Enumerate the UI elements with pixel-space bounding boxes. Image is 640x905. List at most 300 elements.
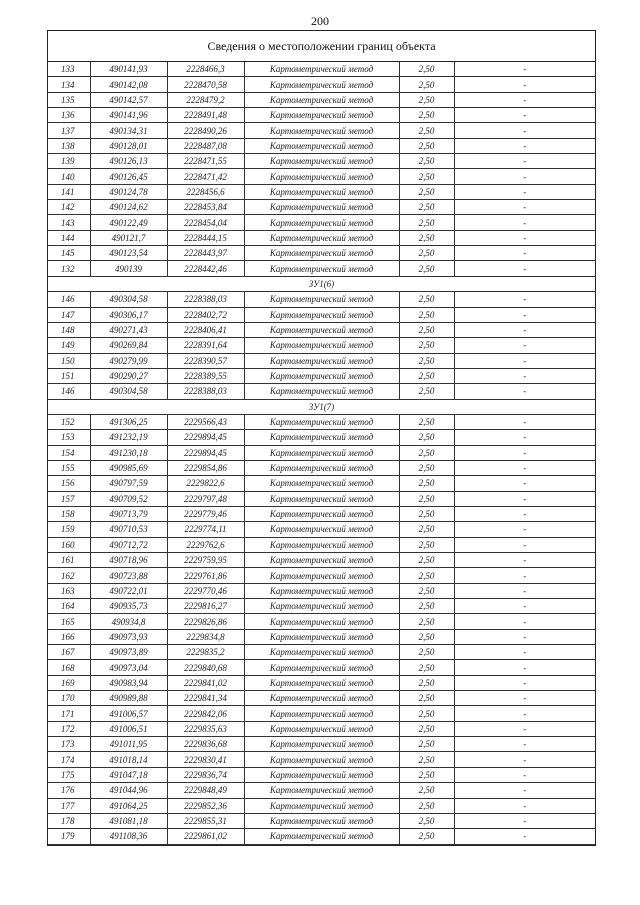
y-coordinate-cell: 2229761,86	[167, 568, 244, 583]
table-row	[48, 537, 595, 552]
point-number-cell: 155	[48, 460, 90, 475]
point-number-cell: 139	[48, 154, 90, 169]
point-number-cell: 146	[48, 384, 90, 399]
y-coordinate-cell: 2229894,45	[167, 430, 244, 445]
description-cell: -	[454, 721, 595, 736]
accuracy-cell: 2,50	[399, 92, 454, 107]
point-number-cell: 177	[48, 798, 90, 813]
point-number-cell: 141	[48, 184, 90, 199]
y-coordinate-cell: 2229826,86	[167, 614, 244, 629]
x-coordinate-cell: 490142,57	[90, 92, 167, 107]
accuracy-cell: 2,50	[399, 706, 454, 721]
point-number-cell: 153	[48, 430, 90, 445]
accuracy-cell: 2,50	[399, 292, 454, 307]
table-row	[48, 138, 595, 153]
description-cell: -	[454, 737, 595, 752]
method-cell: Картометрический метод	[244, 154, 399, 169]
accuracy-cell: 2,50	[399, 230, 454, 245]
method-cell: Картометрический метод	[244, 123, 399, 138]
point-number-cell: 160	[48, 537, 90, 552]
method-cell: Картометрический метод	[244, 322, 399, 337]
point-number-cell: 175	[48, 767, 90, 782]
x-coordinate-cell: 490123,54	[90, 246, 167, 261]
description-cell: -	[454, 215, 595, 230]
x-coordinate-cell: 490304,58	[90, 384, 167, 399]
point-number-cell: 167	[48, 645, 90, 660]
point-number-cell: 168	[48, 660, 90, 675]
table-row	[48, 660, 595, 675]
point-number-cell: 152	[48, 414, 90, 429]
x-coordinate-cell: 490279,99	[90, 353, 167, 368]
point-number-cell: 174	[48, 752, 90, 767]
method-cell: Картометрический метод	[244, 783, 399, 798]
y-coordinate-cell: 2228389,55	[167, 368, 244, 383]
description-cell: -	[454, 752, 595, 767]
method-cell: Картометрический метод	[244, 384, 399, 399]
y-coordinate-cell: 2228388,03	[167, 292, 244, 307]
section-row	[48, 399, 595, 414]
x-coordinate-cell: 490128,01	[90, 138, 167, 153]
point-number-cell: 166	[48, 629, 90, 644]
x-coordinate-cell: 490141,93	[90, 62, 167, 77]
accuracy-cell: 2,50	[399, 553, 454, 568]
y-coordinate-cell: 2229830,41	[167, 752, 244, 767]
method-cell: Картометрический метод	[244, 506, 399, 521]
y-coordinate-cell: 2229841,34	[167, 691, 244, 706]
point-number-cell: 138	[48, 138, 90, 153]
y-coordinate-cell: 2228471,55	[167, 154, 244, 169]
point-number-cell: 165	[48, 614, 90, 629]
point-number-cell: 144	[48, 230, 90, 245]
x-coordinate-cell: 490126,45	[90, 169, 167, 184]
x-coordinate-cell: 491044,96	[90, 783, 167, 798]
accuracy-cell: 2,50	[399, 261, 454, 276]
description-cell: -	[454, 338, 595, 353]
method-cell: Картометрический метод	[244, 583, 399, 598]
x-coordinate-cell: 490712,72	[90, 537, 167, 552]
point-number-cell: 147	[48, 307, 90, 322]
table-row	[48, 353, 595, 368]
point-number-cell: 134	[48, 77, 90, 92]
accuracy-cell: 2,50	[399, 108, 454, 123]
point-number-cell: 146	[48, 292, 90, 307]
table-row	[48, 292, 595, 307]
table-row	[48, 783, 595, 798]
accuracy-cell: 2,50	[399, 414, 454, 429]
method-cell: Картометрический метод	[244, 476, 399, 491]
method-cell: Картометрический метод	[244, 108, 399, 123]
table-row	[48, 645, 595, 660]
table-row	[48, 583, 595, 598]
table-row	[48, 691, 595, 706]
y-coordinate-cell: 2228456,6	[167, 184, 244, 199]
x-coordinate-cell: 490142,08	[90, 77, 167, 92]
x-coordinate-cell: 490973,89	[90, 645, 167, 660]
accuracy-cell: 2,50	[399, 813, 454, 828]
x-coordinate-cell: 490126,13	[90, 154, 167, 169]
accuracy-cell: 2,50	[399, 506, 454, 521]
accuracy-cell: 2,50	[399, 62, 454, 77]
method-cell: Картометрический метод	[244, 338, 399, 353]
description-cell: -	[454, 445, 595, 460]
table-row	[48, 230, 595, 245]
method-cell: Картометрический метод	[244, 62, 399, 77]
y-coordinate-cell: 2229836,68	[167, 737, 244, 752]
y-coordinate-cell: 2229762,6	[167, 537, 244, 552]
y-coordinate-cell: 2229835,2	[167, 645, 244, 660]
method-cell: Картометрический метод	[244, 246, 399, 261]
accuracy-cell: 2,50	[399, 476, 454, 491]
description-cell: -	[454, 675, 595, 690]
y-coordinate-cell: 2228390,57	[167, 353, 244, 368]
description-cell: -	[454, 322, 595, 337]
x-coordinate-cell: 490271,43	[90, 322, 167, 337]
accuracy-cell: 2,50	[399, 123, 454, 138]
accuracy-cell: 2,50	[399, 675, 454, 690]
point-number-cell: 179	[48, 829, 90, 844]
description-cell: -	[454, 307, 595, 322]
description-cell: -	[454, 414, 595, 429]
accuracy-cell: 2,50	[399, 445, 454, 460]
method-cell: Картометрический метод	[244, 430, 399, 445]
x-coordinate-cell: 490141,96	[90, 108, 167, 123]
point-number-cell: 148	[48, 322, 90, 337]
x-coordinate-cell: 490985,69	[90, 460, 167, 475]
y-coordinate-cell: 2229840,68	[167, 660, 244, 675]
accuracy-cell: 2,50	[399, 307, 454, 322]
table-row	[48, 384, 595, 399]
point-number-cell: 140	[48, 169, 90, 184]
table-row	[48, 261, 595, 276]
point-number-cell: 163	[48, 583, 90, 598]
x-coordinate-cell: 490989,88	[90, 691, 167, 706]
description-cell: -	[454, 813, 595, 828]
table-title: Сведения о местоположении границ объекта	[48, 31, 595, 62]
y-coordinate-cell: 2229854,86	[167, 460, 244, 475]
y-coordinate-cell: 2228487,08	[167, 138, 244, 153]
method-cell: Картометрический метод	[244, 721, 399, 736]
table-row	[48, 338, 595, 353]
accuracy-cell: 2,50	[399, 353, 454, 368]
description-cell: -	[454, 691, 595, 706]
description-cell: -	[454, 138, 595, 153]
description-cell: -	[454, 614, 595, 629]
x-coordinate-cell: 490983,94	[90, 675, 167, 690]
description-cell: -	[454, 230, 595, 245]
y-coordinate-cell: 2229834,8	[167, 629, 244, 644]
y-coordinate-cell: 2229842,06	[167, 706, 244, 721]
description-cell: -	[454, 200, 595, 215]
point-number-cell: 161	[48, 553, 90, 568]
method-cell: Картометрический метод	[244, 645, 399, 660]
method-cell: Картометрический метод	[244, 537, 399, 552]
description-cell: -	[454, 506, 595, 521]
method-cell: Картометрический метод	[244, 184, 399, 199]
point-number-cell: 149	[48, 338, 90, 353]
description-cell: -	[454, 62, 595, 77]
table-row	[48, 92, 595, 107]
x-coordinate-cell: 491047,18	[90, 767, 167, 782]
y-coordinate-cell: 2229822,6	[167, 476, 244, 491]
description-cell: -	[454, 184, 595, 199]
method-cell: Картометрический метод	[244, 307, 399, 322]
accuracy-cell: 2,50	[399, 77, 454, 92]
description-cell: -	[454, 599, 595, 614]
x-coordinate-cell: 491230,18	[90, 445, 167, 460]
accuracy-cell: 2,50	[399, 154, 454, 169]
accuracy-cell: 2,50	[399, 322, 454, 337]
point-number-cell: 178	[48, 813, 90, 828]
y-coordinate-cell: 2228402,72	[167, 307, 244, 322]
y-coordinate-cell: 2229774,11	[167, 522, 244, 537]
description-cell: -	[454, 645, 595, 660]
accuracy-cell: 2,50	[399, 384, 454, 399]
table-row	[48, 752, 595, 767]
point-number-cell: 156	[48, 476, 90, 491]
point-number-cell: 145	[48, 246, 90, 261]
description-cell: -	[454, 476, 595, 491]
accuracy-cell: 2,50	[399, 691, 454, 706]
x-coordinate-cell: 490797,59	[90, 476, 167, 491]
description-cell: -	[454, 108, 595, 123]
point-number-cell: 154	[48, 445, 90, 460]
point-number-cell: 171	[48, 706, 90, 721]
description-cell: -	[454, 123, 595, 138]
method-cell: Картометрический метод	[244, 230, 399, 245]
y-coordinate-cell: 2229816,27	[167, 599, 244, 614]
table-row	[48, 553, 595, 568]
x-coordinate-cell: 491011,95	[90, 737, 167, 752]
accuracy-cell: 2,50	[399, 138, 454, 153]
description-cell: -	[454, 460, 595, 475]
y-coordinate-cell: 2229759,95	[167, 553, 244, 568]
method-cell: Картометрический метод	[244, 614, 399, 629]
description-cell: -	[454, 522, 595, 537]
table-row	[48, 307, 595, 322]
y-coordinate-cell: 2228471,42	[167, 169, 244, 184]
table-row	[48, 737, 595, 752]
accuracy-cell: 2,50	[399, 583, 454, 598]
method-cell: Картометрический метод	[244, 737, 399, 752]
y-coordinate-cell: 2228454,04	[167, 215, 244, 230]
point-number-cell: 176	[48, 783, 90, 798]
table-row	[48, 629, 595, 644]
table-row	[48, 798, 595, 813]
point-number-cell: 170	[48, 691, 90, 706]
method-cell: Картометрический метод	[244, 752, 399, 767]
table-row	[48, 154, 595, 169]
table-row	[48, 721, 595, 736]
x-coordinate-cell: 490134,31	[90, 123, 167, 138]
y-coordinate-cell: 2228388,03	[167, 384, 244, 399]
method-cell: Картометрический метод	[244, 553, 399, 568]
description-cell: -	[454, 537, 595, 552]
table-row	[48, 522, 595, 537]
table-row	[48, 491, 595, 506]
y-coordinate-cell: 2229835,63	[167, 721, 244, 736]
y-coordinate-cell: 2229861,02	[167, 829, 244, 844]
table-row	[48, 506, 595, 521]
method-cell: Картометрический метод	[244, 353, 399, 368]
description-cell: -	[454, 430, 595, 445]
description-cell: -	[454, 568, 595, 583]
accuracy-cell: 2,50	[399, 629, 454, 644]
method-cell: Картометрический метод	[244, 460, 399, 475]
x-coordinate-cell: 490709,52	[90, 491, 167, 506]
table-row	[48, 568, 595, 583]
accuracy-cell: 2,50	[399, 460, 454, 475]
x-coordinate-cell: 491306,25	[90, 414, 167, 429]
accuracy-cell: 2,50	[399, 430, 454, 445]
method-cell: Картометрический метод	[244, 767, 399, 782]
point-number-cell: 164	[48, 599, 90, 614]
y-coordinate-cell: 2228470,58	[167, 77, 244, 92]
table-row	[48, 706, 595, 721]
accuracy-cell: 2,50	[399, 721, 454, 736]
table-row	[48, 599, 595, 614]
x-coordinate-cell: 490713,79	[90, 506, 167, 521]
table-row	[48, 123, 595, 138]
accuracy-cell: 2,50	[399, 752, 454, 767]
table-row	[48, 829, 595, 844]
page-number: 200	[311, 14, 329, 28]
description-cell: -	[454, 261, 595, 276]
method-cell: Картометрический метод	[244, 660, 399, 675]
point-number-cell: 151	[48, 368, 90, 383]
x-coordinate-cell: 491081,18	[90, 813, 167, 828]
method-cell: Картометрический метод	[244, 138, 399, 153]
x-coordinate-cell: 490122,49	[90, 215, 167, 230]
accuracy-cell: 2,50	[399, 645, 454, 660]
y-coordinate-cell: 2228491,48	[167, 108, 244, 123]
method-cell: Картометрический метод	[244, 706, 399, 721]
table-row	[48, 77, 595, 92]
y-coordinate-cell: 2229770,46	[167, 583, 244, 598]
description-cell: -	[454, 553, 595, 568]
accuracy-cell: 2,50	[399, 783, 454, 798]
table-row	[48, 675, 595, 690]
method-cell: Картометрический метод	[244, 568, 399, 583]
coordinates-table-block	[47, 30, 596, 846]
y-coordinate-cell: 2229566,43	[167, 414, 244, 429]
description-cell: -	[454, 706, 595, 721]
point-number-cell: 150	[48, 353, 90, 368]
section-label: ЗУ1(7)	[48, 399, 595, 414]
method-cell: Картометрический метод	[244, 414, 399, 429]
accuracy-cell: 2,50	[399, 599, 454, 614]
x-coordinate-cell: 491006,57	[90, 706, 167, 721]
x-coordinate-cell: 491108,36	[90, 829, 167, 844]
y-coordinate-cell: 2228442,46	[167, 261, 244, 276]
y-coordinate-cell: 2228444,15	[167, 230, 244, 245]
table-row	[48, 322, 595, 337]
x-coordinate-cell: 490935,73	[90, 599, 167, 614]
description-cell: -	[454, 583, 595, 598]
method-cell: Картометрический метод	[244, 675, 399, 690]
point-number-cell: 173	[48, 737, 90, 752]
x-coordinate-cell: 490973,04	[90, 660, 167, 675]
y-coordinate-cell: 2228443,97	[167, 246, 244, 261]
method-cell: Картометрический метод	[244, 829, 399, 844]
point-number-cell: 142	[48, 200, 90, 215]
method-cell: Картометрический метод	[244, 522, 399, 537]
point-number-cell: 157	[48, 491, 90, 506]
x-coordinate-cell: 490718,96	[90, 553, 167, 568]
accuracy-cell: 2,50	[399, 614, 454, 629]
x-coordinate-cell: 491232,19	[90, 430, 167, 445]
table-row	[48, 169, 595, 184]
description-cell: -	[454, 767, 595, 782]
description-cell: -	[454, 246, 595, 261]
point-number-cell: 162	[48, 568, 90, 583]
accuracy-cell: 2,50	[399, 246, 454, 261]
section-label: ЗУ1(6)	[48, 276, 595, 291]
y-coordinate-cell: 2228406,41	[167, 322, 244, 337]
y-coordinate-cell: 2228490,26	[167, 123, 244, 138]
description-cell: -	[454, 77, 595, 92]
y-coordinate-cell: 2229848,49	[167, 783, 244, 798]
y-coordinate-cell: 2228466,3	[167, 62, 244, 77]
method-cell: Картометрический метод	[244, 445, 399, 460]
accuracy-cell: 2,50	[399, 767, 454, 782]
point-number-cell: 132	[48, 261, 90, 276]
y-coordinate-cell: 2229855,31	[167, 813, 244, 828]
description-cell: -	[454, 491, 595, 506]
x-coordinate-cell: 490124,78	[90, 184, 167, 199]
point-number-cell: 158	[48, 506, 90, 521]
accuracy-cell: 2,50	[399, 737, 454, 752]
x-coordinate-cell: 490306,17	[90, 307, 167, 322]
table-row	[48, 445, 595, 460]
y-coordinate-cell: 2229894,45	[167, 445, 244, 460]
y-coordinate-cell: 2229797,48	[167, 491, 244, 506]
description-cell: -	[454, 660, 595, 675]
method-cell: Картометрический метод	[244, 200, 399, 215]
method-cell: Картометрический метод	[244, 629, 399, 644]
x-coordinate-cell: 490290,27	[90, 368, 167, 383]
method-cell: Картометрический метод	[244, 92, 399, 107]
description-cell: -	[454, 92, 595, 107]
accuracy-cell: 2,50	[399, 184, 454, 199]
method-cell: Картометрический метод	[244, 77, 399, 92]
table-row	[48, 368, 595, 383]
point-number-cell: 133	[48, 62, 90, 77]
point-number-cell: 135	[48, 92, 90, 107]
x-coordinate-cell: 491018,14	[90, 752, 167, 767]
description-cell: -	[454, 798, 595, 813]
table-row	[48, 414, 595, 429]
accuracy-cell: 2,50	[399, 215, 454, 230]
x-coordinate-cell: 490124,62	[90, 200, 167, 215]
method-cell: Картометрический метод	[244, 599, 399, 614]
method-cell: Картометрический метод	[244, 813, 399, 828]
accuracy-cell: 2,50	[399, 522, 454, 537]
method-cell: Картометрический метод	[244, 798, 399, 813]
table-row	[48, 108, 595, 123]
point-number-cell: 136	[48, 108, 90, 123]
method-cell: Картометрический метод	[244, 169, 399, 184]
description-cell: -	[454, 353, 595, 368]
method-cell: Картометрический метод	[244, 691, 399, 706]
x-coordinate-cell: 490121,7	[90, 230, 167, 245]
table-row	[48, 614, 595, 629]
method-cell: Картометрический метод	[244, 215, 399, 230]
table-row	[48, 767, 595, 782]
x-coordinate-cell: 490139	[90, 261, 167, 276]
table-row	[48, 62, 595, 77]
description-cell: -	[454, 829, 595, 844]
x-coordinate-cell: 490710,53	[90, 522, 167, 537]
